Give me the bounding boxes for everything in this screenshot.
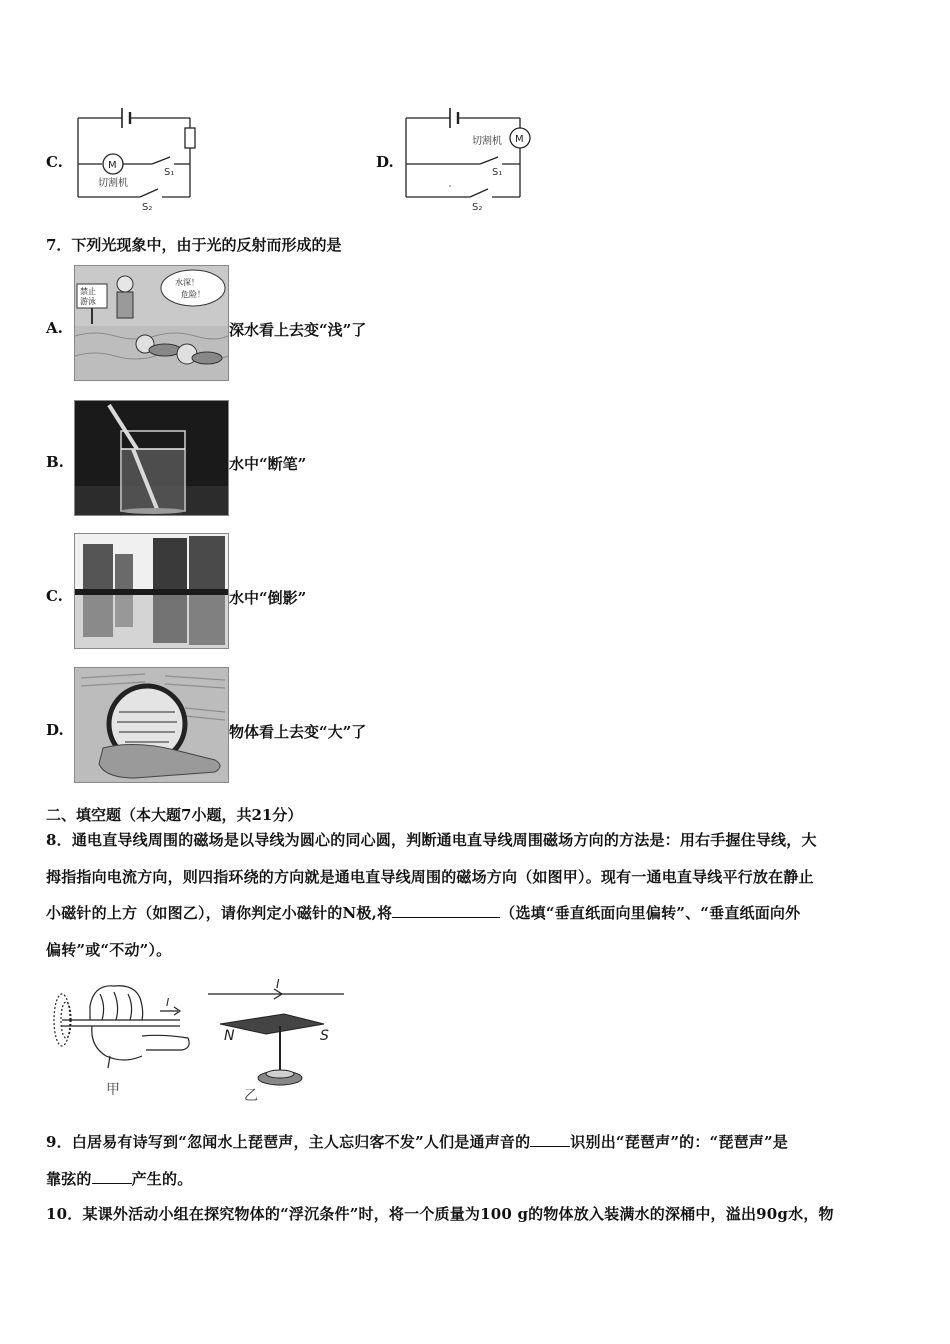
q8-line-1: 8．通电直导线周围的磁场是以导线为圆心的同心圆，判断通电直导线周围磁场方向的方法是：用右手握住导线，大 — [46, 831, 817, 849]
q9-line-2b: 产生的。 — [131, 1169, 193, 1188]
current-label-yi: I — [276, 977, 280, 991]
sign-text-1: 禁止 — [80, 287, 96, 296]
q7-option-b-image — [74, 400, 229, 516]
q8-line-2: 拇指指向电流方向，则四指环绕的方向就是通电直导线周围的磁场方向（如图甲）。现有一通电直导线平行放在静止 — [46, 867, 814, 886]
figure-yi-compass — [200, 974, 348, 1104]
q7-option-b-text: 水中“断笔” — [229, 455, 307, 473]
q9-line-1 — [46, 1124, 906, 1161]
q9-line-2a: 靠弦的 — [46, 1169, 92, 1188]
cutter-label-d: 切割机 — [472, 136, 502, 147]
q7-stem: 7．下列光现象中，由于光的反射而形成的是 — [46, 236, 342, 254]
cutter-label-c: 切割机 — [98, 178, 128, 189]
q7-option-c-letter: C. — [46, 587, 63, 605]
q8-answer-blank[interactable] — [392, 901, 500, 918]
q8-text — [46, 822, 906, 968]
q7-option-b-letter: B. — [46, 453, 64, 471]
circuit-diagram-c — [70, 100, 210, 212]
q9-blank-1[interactable] — [530, 1130, 570, 1147]
switch-s1-label-c: S₁ — [164, 167, 175, 178]
q8-line-3 — [46, 895, 906, 932]
q8-line-3a: 小磁针的上方（如图乙），请你判定小磁针的N极,将 — [46, 904, 393, 922]
bubble-text-2: 危险！ — [181, 290, 205, 299]
q7-option-a-text: 深水看上去变“浅”了 — [229, 321, 367, 339]
q7-option-d-image — [74, 667, 229, 783]
bubble-text-1: 水深！ — [175, 278, 199, 287]
needle-s-label: S — [320, 1028, 329, 1044]
q10-line-1: 10．某课外活动小组在探究物体的“浮沉条件”时，将一个质量为100 g的物体放入装满水的深桶中，溢出90g水，物 — [46, 1205, 834, 1223]
q9-blank-2[interactable] — [92, 1167, 132, 1184]
q8-line-4: 偏转”或“不动”）。 — [46, 940, 172, 959]
q7-option-c-image — [74, 533, 229, 649]
figure-jia-caption: 甲 — [106, 1082, 120, 1098]
circuit-diagram-d — [398, 100, 546, 212]
needle-n-label: N — [224, 1028, 235, 1044]
motor-label-c: M — [108, 160, 117, 171]
q7-option-a-image — [74, 265, 229, 381]
q9-line-1b: 识别出“琵琶声”的：“琵琶声”是 — [570, 1133, 789, 1151]
q9-line-2 — [46, 1161, 906, 1198]
switch-s2-label-d: S₂ — [472, 202, 483, 212]
current-label-jia: I — [166, 996, 170, 1009]
option-d-letter: D. — [376, 153, 394, 171]
q7-option-d-letter: D. — [46, 721, 64, 739]
figure-yi-caption: 乙 — [244, 1088, 258, 1104]
switch-s2-label-c: S₂ — [142, 202, 153, 212]
q7-option-c-text: 水中“倒影” — [229, 589, 307, 607]
q9-text — [46, 1124, 906, 1197]
section-2-title: 二、填空题（本大题7小题，共21分） — [46, 806, 303, 824]
q7-option-d-text: 物体看上去变“大”了 — [229, 723, 367, 741]
q7-option-a-letter: A. — [46, 319, 63, 337]
q9-line-1a: 9．白居易有诗写到“忽闻水上琵琶声，主人忘归客不发”人们是通声音的 — [46, 1133, 531, 1151]
figure-jia-right-hand-rule — [50, 976, 200, 1104]
q10-text — [46, 1196, 906, 1233]
motor-label-d: M — [515, 134, 524, 145]
option-c-letter: C. — [46, 153, 63, 171]
sign-text-2: 游泳 — [80, 297, 96, 306]
q8-line-3b: （选填“垂直纸面向里偏转”、“垂直纸面向外 — [500, 904, 801, 922]
switch-s1-label-d: S₁ — [492, 167, 503, 178]
